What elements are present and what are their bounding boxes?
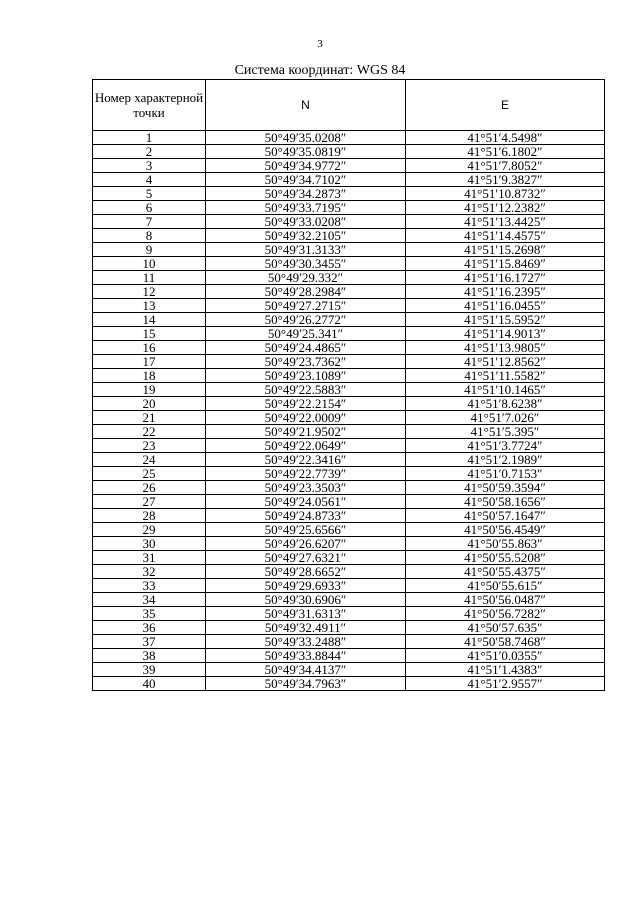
cell-point-number: 40	[93, 677, 206, 691]
table-row	[93, 453, 605, 467]
table-row	[93, 649, 605, 663]
cell-e: 41°51′0.0355″	[406, 649, 605, 663]
cell-point-number: 10	[93, 257, 206, 271]
table-row	[93, 355, 605, 369]
cell-n: 50°49′24.8733″	[206, 509, 406, 523]
cell-n: 50°49′31.3133″	[206, 243, 406, 257]
cell-e: 41°51′4.5498″	[406, 131, 605, 145]
cell-n: 50°49′34.9772″	[206, 159, 406, 173]
table-row	[93, 369, 605, 383]
cell-point-number: 21	[93, 411, 206, 425]
cell-point-number: 32	[93, 565, 206, 579]
cell-n: 50°49′22.7739″	[206, 467, 406, 481]
table-row	[93, 299, 605, 313]
cell-n: 50°49′25.6566″	[206, 523, 406, 537]
table-row	[93, 397, 605, 411]
cell-n: 50°49′22.3416″	[206, 453, 406, 467]
cell-e: 41°51′2.1989″	[406, 453, 605, 467]
cell-point-number: 20	[93, 397, 206, 411]
cell-point-number: 18	[93, 369, 206, 383]
cell-n: 50°49′29.332″	[206, 271, 406, 285]
cell-point-number: 37	[93, 635, 206, 649]
cell-e: 41°51′2.9557″	[406, 677, 605, 691]
cell-e: 41°50′56.7282″	[406, 607, 605, 621]
table-row	[93, 537, 605, 551]
cell-point-number: 29	[93, 523, 206, 537]
cell-n: 50°49′22.0009″	[206, 411, 406, 425]
cell-e: 41°50′58.1656″	[406, 495, 605, 509]
cell-point-number: 5	[93, 187, 206, 201]
table-row	[93, 593, 605, 607]
table-row	[93, 313, 605, 327]
cell-e: 41°51′15.2698″	[406, 243, 605, 257]
cell-n: 50°49′22.5883″	[206, 383, 406, 397]
table-body	[93, 131, 605, 691]
table-row	[93, 131, 605, 145]
cell-e: 41°50′55.615″	[406, 579, 605, 593]
cell-e: 41°51′13.9805″	[406, 341, 605, 355]
cell-e: 41°51′8.6238″	[406, 397, 605, 411]
table-row	[93, 215, 605, 229]
cell-n: 50°49′26.2772″	[206, 313, 406, 327]
cell-n: 50°49′34.7963″	[206, 677, 406, 691]
cell-e: 41°50′56.0487″	[406, 593, 605, 607]
cell-n: 50°49′32.2105″	[206, 229, 406, 243]
cell-point-number: 9	[93, 243, 206, 257]
cell-n: 50°49′24.0561″	[206, 495, 406, 509]
cell-n: 50°49′25.341″	[206, 327, 406, 341]
header-e: E	[406, 80, 605, 131]
cell-point-number: 25	[93, 467, 206, 481]
cell-point-number: 12	[93, 285, 206, 299]
cell-n: 50°49′33.8844″	[206, 649, 406, 663]
table-header-row	[93, 80, 605, 131]
cell-point-number: 16	[93, 341, 206, 355]
cell-e: 41°51′16.2395″	[406, 285, 605, 299]
table-row	[93, 481, 605, 495]
cell-n: 50°49′24.4865″	[206, 341, 406, 355]
table-row	[93, 257, 605, 271]
cell-n: 50°49′30.6906″	[206, 593, 406, 607]
table-row	[93, 341, 605, 355]
cell-e: 41°51′6.1802″	[406, 145, 605, 159]
cell-n: 50°49′22.2154″	[206, 397, 406, 411]
table-row	[93, 285, 605, 299]
header-point-number: Номер характерной точки	[93, 80, 206, 131]
cell-n: 50°49′28.2984″	[206, 285, 406, 299]
cell-e: 41°50′59.3594″	[406, 481, 605, 495]
cell-e: 41°51′16.1727″	[406, 271, 605, 285]
table-row	[93, 187, 605, 201]
cell-point-number: 15	[93, 327, 206, 341]
cell-point-number: 30	[93, 537, 206, 551]
cell-point-number: 8	[93, 229, 206, 243]
table-row	[93, 495, 605, 509]
cell-e: 41°50′55.863″	[406, 537, 605, 551]
cell-e: 41°51′15.8469″	[406, 257, 605, 271]
cell-point-number: 36	[93, 621, 206, 635]
cell-point-number: 13	[93, 299, 206, 313]
cell-n: 50°49′26.6207″	[206, 537, 406, 551]
cell-n: 50°49′35.0208″	[206, 131, 406, 145]
coordinate-system-title: Система координат: WGS 84	[234, 63, 406, 78]
cell-e: 41°51′14.9013″	[406, 327, 605, 341]
page-number: 3	[317, 38, 323, 50]
table-row	[93, 467, 605, 481]
cell-point-number: 11	[93, 271, 206, 285]
cell-n: 50°49′23.1089″	[206, 369, 406, 383]
header-n: N	[206, 80, 406, 131]
cell-n: 50°49′33.2488″	[206, 635, 406, 649]
cell-point-number: 19	[93, 383, 206, 397]
cell-e: 41°51′9.3827″	[406, 173, 605, 187]
table-row	[93, 523, 605, 537]
cell-n: 50°49′27.6321″	[206, 551, 406, 565]
table-row	[93, 439, 605, 453]
cell-n: 50°49′35.0819″	[206, 145, 406, 159]
cell-point-number: 27	[93, 495, 206, 509]
cell-e: 41°51′7.026″	[406, 411, 605, 425]
table-row	[93, 229, 605, 243]
cell-n: 50°49′34.7102″	[206, 173, 406, 187]
cell-e: 41°51′0.7153″	[406, 467, 605, 481]
cell-n: 50°49′22.0649″	[206, 439, 406, 453]
cell-point-number: 39	[93, 663, 206, 677]
cell-n: 50°49′23.7362″	[206, 355, 406, 369]
cell-point-number: 6	[93, 201, 206, 215]
cell-e: 41°51′14.4575″	[406, 229, 605, 243]
table-row	[93, 173, 605, 187]
table-row	[93, 565, 605, 579]
cell-n: 50°49′29.6933″	[206, 579, 406, 593]
cell-point-number: 35	[93, 607, 206, 621]
cell-e: 41°51′10.1465″	[406, 383, 605, 397]
cell-point-number: 31	[93, 551, 206, 565]
cell-n: 50°49′28.6652″	[206, 565, 406, 579]
cell-n: 50°49′30.3455″	[206, 257, 406, 271]
table-row	[93, 201, 605, 215]
cell-point-number: 28	[93, 509, 206, 523]
cell-point-number: 3	[93, 159, 206, 173]
table-row	[93, 663, 605, 677]
cell-point-number: 23	[93, 439, 206, 453]
table-row	[93, 579, 605, 593]
cell-e: 41°51′3.7724″	[406, 439, 605, 453]
table-row	[93, 677, 605, 691]
cell-e: 41°51′16.0455″	[406, 299, 605, 313]
table-row	[93, 509, 605, 523]
cell-e: 41°51′11.5582″	[406, 369, 605, 383]
cell-e: 41°51′13.4425″	[406, 215, 605, 229]
cell-e: 41°51′12.8562″	[406, 355, 605, 369]
cell-point-number: 1	[93, 131, 206, 145]
table-row	[93, 243, 605, 257]
cell-point-number: 14	[93, 313, 206, 327]
cell-e: 41°51′10.8732″	[406, 187, 605, 201]
cell-point-number: 22	[93, 425, 206, 439]
table-row	[93, 271, 605, 285]
table-row	[93, 145, 605, 159]
table-row	[93, 621, 605, 635]
table-row	[93, 411, 605, 425]
cell-point-number: 7	[93, 215, 206, 229]
table-row	[93, 551, 605, 565]
cell-e: 41°51′1.4383″	[406, 663, 605, 677]
cell-point-number: 34	[93, 593, 206, 607]
cell-point-number: 38	[93, 649, 206, 663]
table-row	[93, 159, 605, 173]
cell-e: 41°50′55.4375″	[406, 565, 605, 579]
coordinates-table	[92, 79, 605, 691]
cell-n: 50°49′33.0208″	[206, 215, 406, 229]
table-row	[93, 425, 605, 439]
cell-n: 50°49′34.4137″	[206, 663, 406, 677]
cell-point-number: 33	[93, 579, 206, 593]
cell-e: 41°51′12.2382″	[406, 201, 605, 215]
table-row	[93, 635, 605, 649]
table-row	[93, 327, 605, 341]
table-row	[93, 607, 605, 621]
cell-n: 50°49′27.2715″	[206, 299, 406, 313]
table-row	[93, 383, 605, 397]
cell-e: 41°51′15.5952″	[406, 313, 605, 327]
cell-e: 41°50′57.1647″	[406, 509, 605, 523]
cell-n: 50°49′33.7195″	[206, 201, 406, 215]
cell-point-number: 24	[93, 453, 206, 467]
cell-point-number: 17	[93, 355, 206, 369]
cell-n: 50°49′23.3503″	[206, 481, 406, 495]
cell-n: 50°49′21.9502″	[206, 425, 406, 439]
cell-e: 41°50′55.5208″	[406, 551, 605, 565]
cell-point-number: 2	[93, 145, 206, 159]
cell-n: 50°49′32.4911″	[206, 621, 406, 635]
cell-point-number: 4	[93, 173, 206, 187]
cell-point-number: 26	[93, 481, 206, 495]
cell-e: 41°51′5.395″	[406, 425, 605, 439]
cell-e: 41°50′58.7468″	[406, 635, 605, 649]
cell-e: 41°50′56.4549″	[406, 523, 605, 537]
cell-n: 50°49′31.6313″	[206, 607, 406, 621]
cell-e: 41°51′7.8052″	[406, 159, 605, 173]
cell-n: 50°49′34.2873″	[206, 187, 406, 201]
cell-e: 41°50′57.635″	[406, 621, 605, 635]
